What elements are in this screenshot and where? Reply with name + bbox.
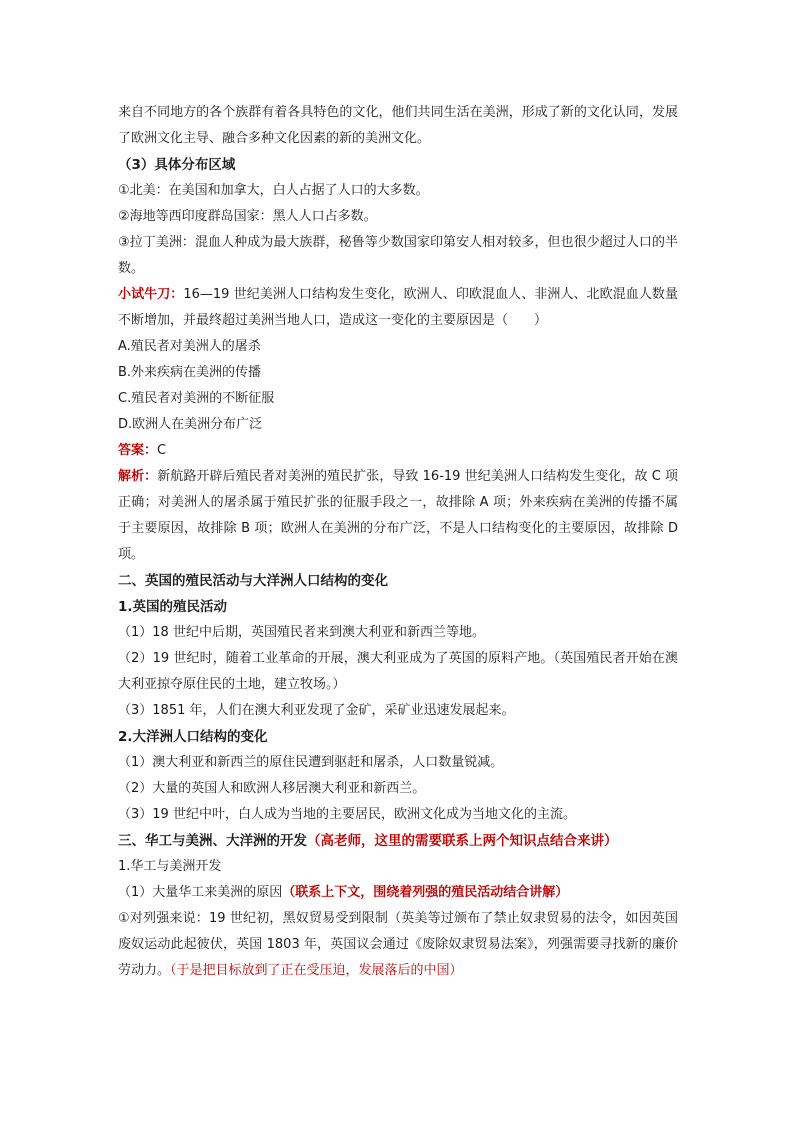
quiz-question: [118, 282, 678, 334]
section-heading-3-note: （高老师，这里的需要联系上两个知识点结合来讲）: [307, 833, 618, 849]
list-item-north-america: ①北美：在美国和加拿大，白人占据了人口的大多数。: [118, 183, 429, 198]
intro-paragraph: 来自不同地方的各个族群有着各具特色的文化，他们共同生活在美洲，形成了新的文化认同，发展了欧洲文化主导、融合多种文化因素的新的美洲文化。: [118, 105, 678, 146]
document-page: [118, 100, 678, 984]
subsection-heading-2-2: 2.大洋洲人口结构的变化: [118, 729, 268, 745]
item-2-1-b: （2）19 世纪时，随着工业革命的开展，澳大利亚成为了英国的原料产地。（英国殖民者开始在澳大利亚掠夺原住民的土地，建立牧场。）: [118, 651, 678, 692]
item-2-1-a: （1）18 世纪中后期，英国殖民者来到澳大利亚和新西兰等地。: [118, 625, 485, 640]
item-3-1-a: [118, 880, 678, 906]
item-3-1-b: [118, 906, 678, 984]
item-3-1-b-text: ①对列强来说：19 世纪初，黑奴贸易受到限制（英美等过颁布了禁止奴隶贸易的法令，如因英国废奴运动此起彼伏，英国 1803 年，英国议会通过《废除奴隶贸易法案》，列强需要寻找新的廉价劳动力。: [118, 911, 678, 978]
option-d: D.欧洲人在美洲分布广泛: [118, 417, 263, 432]
option-b: B.外来疾病在美洲的传播: [118, 365, 262, 380]
item-3-1-a-text: （1）大量华工来美洲的原因: [118, 885, 283, 900]
answer-value: C: [157, 443, 167, 458]
item-2-2-c: （3）19 世纪中叶，白人成为当地的主要居民，欧洲文化成为当地文化的主流。: [118, 807, 576, 822]
analysis-text: 新航路开辟后殖民者对美洲的殖民扩张，导致 16-19 世纪美洲人口结构发生变化，故 C 项正确；对美洲人的屠杀属于殖民扩张的征服手段之一，故排除 A 项；外来疾病在美洲的传播不属于主要原因，故排除 B 项；欧洲人在美洲的分布广泛，不是人口结构变化的主要原因，故排除 D 项。: [118, 469, 678, 562]
item-2-2-a: （1）澳大利亚和新西兰的原住民遭到驱赶和屠杀，人口数量锐减。: [118, 755, 504, 770]
section-heading-3: [118, 828, 678, 854]
quiz-label: 小试牛刀：: [118, 287, 184, 302]
section-heading-2: 二、英国的殖民活动与大洋洲人口结构的变化: [118, 573, 388, 589]
item-3-1-b-note: （于是把目标放到了正在受压迫，发展落后的中国）: [170, 963, 463, 978]
subsection-heading-3-1: 1.华工与美洲开发: [118, 859, 222, 874]
list-item-latin-america: ③拉丁美洲：混血人种成为最大族群，秘鲁等少数国家印第安人相对较多，但也很少超过人口的半数。: [118, 235, 678, 276]
option-a: A.殖民者对美洲人的屠杀: [118, 339, 261, 354]
item-2-2-b: （2）大量的英国人和欧洲人移居澳大利亚和新西兰。: [118, 781, 426, 796]
analysis: [118, 464, 678, 568]
item-2-1-c: （3）1851 年，人们在澳大利亚发现了金矿，采矿业迅速发展起来。: [118, 703, 515, 718]
item-3-1-a-note: （联系上下文，围绕着列强的殖民活动结合讲解）: [282, 885, 569, 900]
option-c: C.殖民者对美洲的不断征服: [118, 391, 275, 406]
subsection-heading-distribution: （3）具体分布区域: [118, 157, 236, 173]
subsection-heading-2-1: 1.英国的殖民活动: [118, 599, 228, 615]
answer: [118, 438, 678, 464]
section-heading-3-title: 三、华工与美洲、大洋洲的开发: [118, 833, 307, 849]
answer-label: 答案：: [118, 443, 158, 458]
quiz-text: 16—19 世纪美洲人口结构发生变化，欧洲人、印欧混血人、非洲人、北欧混血人数量不断增加，并最终超过美洲当地人口，造成这一变化的主要原因是（ ）: [118, 287, 678, 328]
list-item-west-indies: ②海地等西印度群岛国家：黑人人口占多数。: [118, 209, 377, 224]
analysis-label: 解析：: [118, 469, 158, 484]
